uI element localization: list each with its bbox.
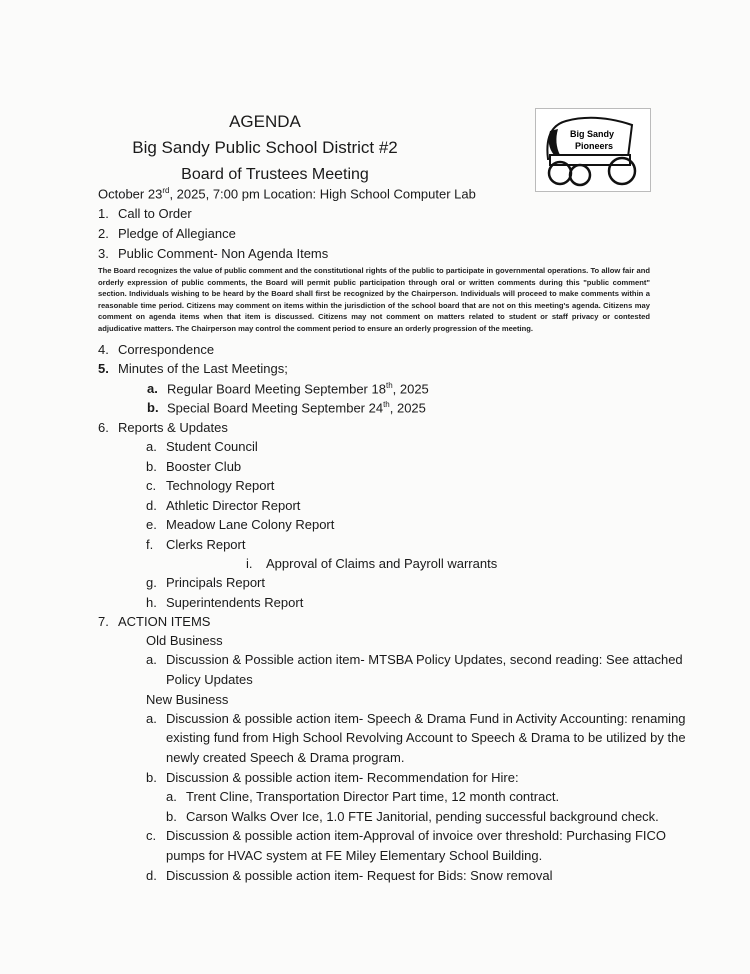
item-call-to-order: 1. Call to Order <box>98 206 192 221</box>
report-item: f. Clerks Report <box>146 537 246 552</box>
minutes-regular: a. Regular Board Meeting September 18th, 2025 <box>147 381 429 397</box>
report-item: c. Technology Report <box>146 478 275 493</box>
item-minutes: 5. Minutes of the Last Meetings; <box>98 361 288 376</box>
report-item: g. Principals Report <box>146 575 265 590</box>
new-business-a: a. Discussion & possible action item- Speech & Drama Fund in Activity Accounting: renaming <box>146 711 686 726</box>
report-item: e. Meadow Lane Colony Report <box>146 517 335 532</box>
public-comment-policy: The Board recognizes the value of public comment and the constitutional rights of the public to participate in governmental operations. To allow fair and orderly expression of public comments, the Board will permit public participation through oral or written comments during this "public comment" section. Individuals wishing to be heard by the Board shall first be recognized by the Chairperson. Individuals will proceed to make comments within a reasonable time period. Citizens may comment on items within the jurisdiction of the school board that are not on this meeting's agenda. Citizens may comment on agenda items when that item is discussed. Citizens may not comment on matters related to student or staff privacy or contested adjudicative matters. The Chairperson may control the comment period to ensure an orderly progression of the meeting. <box>98 266 650 333</box>
minutes-special: b. Special Board Meeting September 24th, 2025 <box>147 400 426 416</box>
meeting-date-location: October 23rd, 2025, 7:00 pm Location: High School Computer Lab <box>98 186 476 202</box>
big-sandy-pioneers-logo <box>535 108 651 192</box>
new-business-b: b. Discussion & possible action item- Recommendation for Hire: <box>146 770 519 785</box>
item-correspondence: 4. Correspondence <box>98 342 215 357</box>
new-business-d: d. Discussion & possible action item- Request for Bids: Snow removal <box>146 868 553 883</box>
item-action-items: 7. ACTION ITEMS <box>98 614 211 629</box>
item-public-comment: 3. Public Comment- Non Agenda Items <box>98 246 329 261</box>
report-item: h. Superintendents Report <box>146 595 304 610</box>
hire-b: b. Carson Walks Over Ice, 1.0 FTE Janitorial, pending successful background check. <box>166 809 659 824</box>
old-business-a-cont: Policy Updates <box>166 672 253 687</box>
district-name: Big Sandy Public School District #2 <box>132 138 398 157</box>
report-item: b. Booster Club <box>146 459 242 474</box>
meeting-name: Board of Trustees Meeting <box>181 166 369 183</box>
new-business-c: c. Discussion & possible action item-Approval of invoice over threshold: Purchasing FICO <box>146 828 667 843</box>
svg-text:Big Sandy: Big Sandy <box>569 129 615 139</box>
report-item: d. Athletic Director Report <box>146 498 301 513</box>
report-subitem-claims: i. Approval of Claims and Payroll warrants <box>246 556 498 571</box>
old-business-heading: Old Business <box>146 633 223 648</box>
agenda-title: AGENDA <box>229 112 301 131</box>
old-business-a: a. Discussion & Possible action item- MTSBA Policy Updates, second reading: See attached <box>146 652 683 667</box>
new-business-a-cont: newly created Speech & Drama program. <box>166 750 405 765</box>
report-item: a. Student Council <box>146 439 258 454</box>
new-business-a-cont: existing fund from High School Revolving Account to Speech & Drama to be utilized by the <box>166 730 686 745</box>
hire-a: a. Trent Cline, Transportation Director Part time, 12 month contract. <box>166 789 560 804</box>
item-pledge: 2. Pledge of Allegiance <box>98 226 236 241</box>
svg-text:Pioneers: Pioneers <box>574 141 614 151</box>
new-business-heading: New Business <box>146 692 229 707</box>
item-reports: 6. Reports & Updates <box>98 420 228 435</box>
new-business-c-cont: pumps for HVAC system at FE Miley Elementary School Building. <box>166 848 543 863</box>
